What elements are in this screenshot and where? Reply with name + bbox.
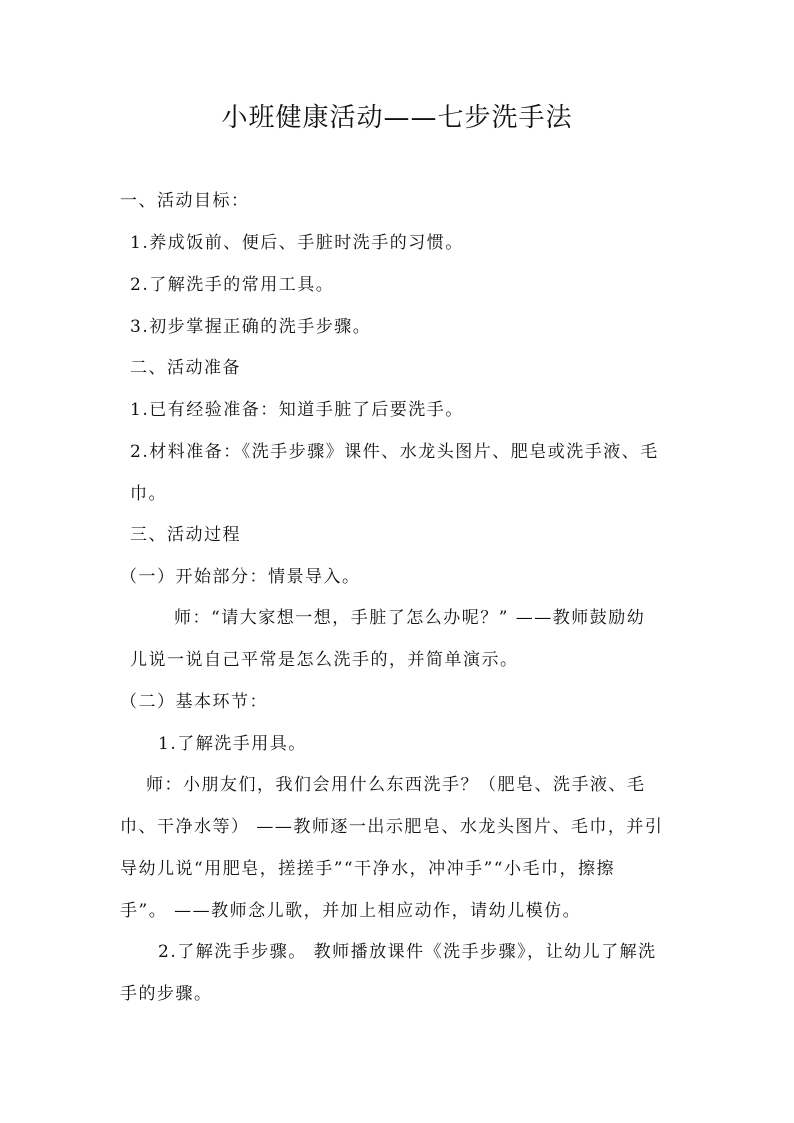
subsection-basic: （二）基本环节： bbox=[120, 692, 268, 712]
basic-step-1-paragraph-line-2: 巾、干净水等） ——教师逐一出示肥皂、水龙头图片、毛巾，并引 bbox=[120, 817, 664, 837]
basic-step-1-heading: 1.了解洗手用具。 bbox=[158, 734, 307, 754]
goal-item-1: 1.养成饭前、便后、手脏时洗手的习惯。 bbox=[130, 233, 464, 253]
section-heading-goals: 一、活动目标： bbox=[120, 191, 250, 211]
goal-item-3: 3.初步掌握正确的洗手步骤。 bbox=[130, 317, 372, 337]
basic-step-1-paragraph: 师：小朋友们，我们会用什么东西洗手？（肥皂、洗手液、毛 bbox=[146, 775, 646, 795]
goal-item-2: 2.了解洗手的常用工具。 bbox=[130, 275, 335, 295]
preparation-item-1: 1.已有经验准备：知道手脏了后要洗手。 bbox=[130, 400, 464, 420]
subsection-opening: （一）开始部分：情景导入。 bbox=[120, 567, 361, 587]
opening-paragraph: 师：“请大家想一想，手脏了怎么办呢？” ——教师鼓励幼 bbox=[174, 608, 646, 628]
basic-step-1-paragraph-line-3: 导幼儿说“用肥皂，搓搓手”“干净水，冲冲手”“小毛巾，擦擦 bbox=[120, 859, 615, 879]
document-title: 小班健康活动——七步洗手法 bbox=[221, 103, 573, 133]
opening-paragraph-cont: 儿说一说自己平常是怎么洗手的，并简单演示。 bbox=[130, 650, 519, 670]
basic-step-2-paragraph-cont: 手的步骤。 bbox=[120, 984, 213, 1004]
preparation-item-2-cont: 巾。 bbox=[130, 484, 167, 504]
section-heading-preparation: 二、活动准备 bbox=[130, 358, 241, 378]
basic-step-2-paragraph: 2.了解洗手步骤。 教师播放课件《洗手步骤》，让幼儿了解洗 bbox=[158, 942, 657, 962]
preparation-item-2: 2.材料准备：《洗手步骤》课件、水龙头图片、肥皂或洗手液、毛 bbox=[130, 442, 659, 462]
basic-step-1-paragraph-line-4: 手”。 ——教师念儿歌，并加上相应动作，请幼儿模仿。 bbox=[120, 901, 582, 921]
section-heading-process: 三、活动过程 bbox=[130, 525, 241, 545]
